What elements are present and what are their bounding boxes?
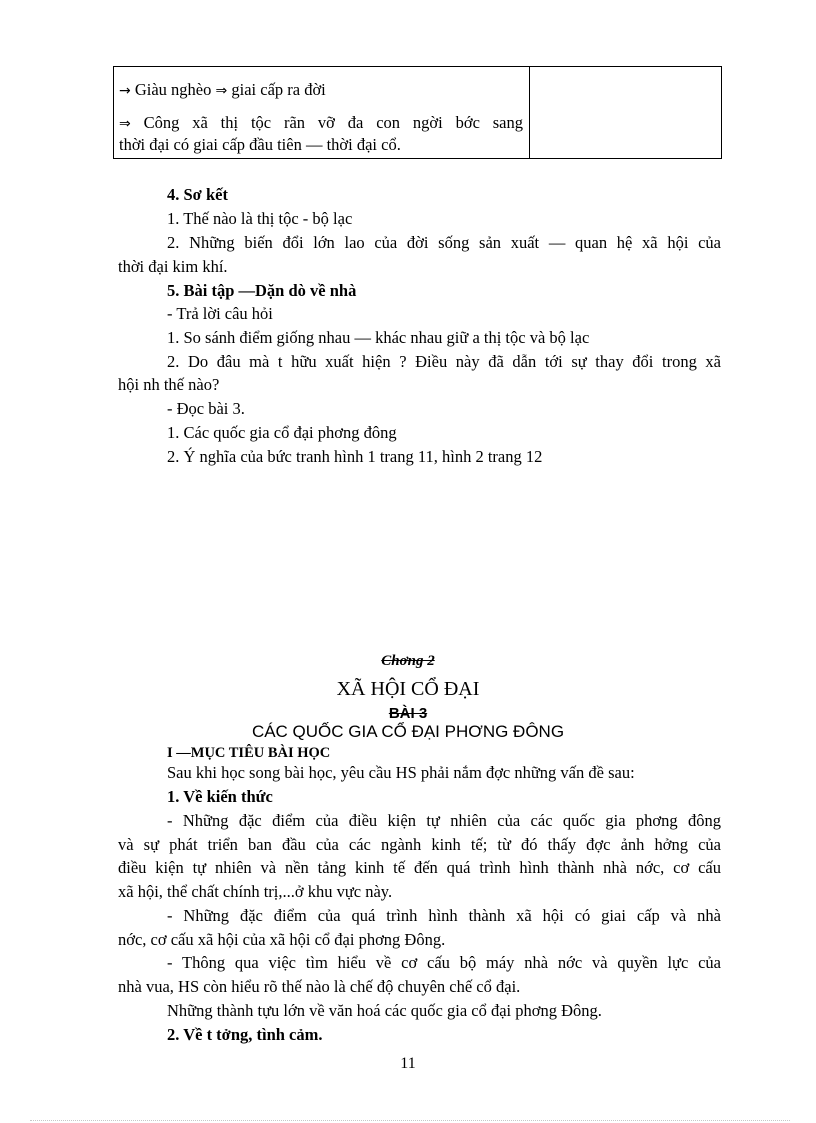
table-column-divider bbox=[529, 67, 530, 158]
table-row-1-text-b: giai cấp ra đời bbox=[231, 80, 326, 99]
chapter-label: Chơng 2 bbox=[381, 653, 435, 669]
objectives-intro: Sau khi học song bài học, yêu cầu HS phải nắm đợc những vấn đề sau: bbox=[167, 763, 635, 782]
attitude-heading: 2. Về t tởng, tình cảm. bbox=[167, 1025, 323, 1044]
knowledge-1-line-2: và sự phát triển ban đầu của các ngành kinh tế; từ đó thấy đợc ảnh hởng của bbox=[118, 835, 721, 854]
homework-answer: - Trả lời câu hỏi bbox=[167, 304, 273, 323]
knowledge-1-line-3: điều kiện tự nhiên và nền tảng kinh tế đến quá trình hình thành nhà nớc, cơ cấu bbox=[118, 858, 721, 877]
knowledge-heading: 1. Về kiến thức bbox=[167, 787, 273, 806]
summary-item-2-line-2: thời đại kim khí. bbox=[118, 257, 228, 276]
page-bottom-rule bbox=[30, 1120, 790, 1121]
chapter-title: XÃ HỘI CỔ ĐẠI bbox=[336, 678, 480, 700]
knowledge-2-line-1: - Những đặc điểm của quá trình hình thành xã hội có giai cấp và nhà bbox=[167, 906, 721, 925]
table-row-1 bbox=[119, 79, 523, 102]
knowledge-1-line-4: xã hội, thể chất chính trị,...ở khu vực này. bbox=[118, 882, 393, 901]
double-arrow-right-icon: ⇒ bbox=[215, 83, 228, 99]
arrow-right-icon: → bbox=[119, 83, 131, 99]
objectives-heading: I —MỤC TIÊU BÀI HỌC bbox=[167, 745, 331, 761]
knowledge-4: Những thành tựu lớn về văn hoá các quốc gia cổ đại phơng Đông. bbox=[167, 1001, 602, 1020]
summary-item-1: 1. Thế nào là thị tộc - bộ lạc bbox=[167, 209, 353, 228]
knowledge-3-line-2: nhà vua, HS còn hiểu rõ thế nào là chế độ chuyên chế cổ đại. bbox=[118, 977, 521, 996]
lesson-number: BÀI 3 bbox=[388, 705, 428, 722]
table-row-2-line-2: thời đại có giai cấp đầu tiên — thời đại cổ. bbox=[119, 135, 401, 154]
summary-item-2-line-1: 2. Những biến đổi lớn lao của đời sống sản xuất — quan hệ xã hội của bbox=[167, 233, 721, 252]
page-number: 11 bbox=[400, 1055, 416, 1072]
knowledge-1-line-1: - Những đặc điểm của điều kiện tự nhiên của các quốc gia phơng đông bbox=[167, 811, 721, 830]
double-arrow-right-icon: ⇒ bbox=[119, 116, 131, 132]
summary-table bbox=[113, 66, 722, 159]
homework-heading: 5. Bài tập —Dặn dò về nhà bbox=[167, 281, 357, 300]
homework-question-1: 1. So sánh điểm giống nhau — khác nhau giữ a thị tộc và bộ lạc bbox=[167, 328, 590, 347]
homework-question-2-line-1: 2. Do đâu mà t hữu xuất hiện ? Điều này đã dẫn tới sự thay đổi trong xã bbox=[167, 352, 721, 371]
summary-heading: 4. Sơ kết bbox=[167, 185, 228, 204]
table-row-2-line-1: ⇒ Công xã thị tộc rãn vỡ đa con ngời bớc sang bbox=[119, 113, 524, 132]
knowledge-3-line-1: - Thông qua việc tìm hiểu về cơ cấu bộ máy nhà nớc và quyền lực của bbox=[167, 953, 721, 972]
homework-question-2-line-2: hội nh thế nào? bbox=[118, 375, 220, 394]
homework-read-2: 2. Ý nghĩa của bức tranh hình 1 trang 11, hình 2 trang 12 bbox=[167, 447, 543, 466]
homework-read-1: 1. Các quốc gia cổ đại phơng đông bbox=[167, 423, 397, 442]
knowledge-2-line-2: nớc, cơ cấu xã hội của xã hội cổ đại phơng Đông. bbox=[118, 930, 446, 949]
table-row-1-text-a: Giàu nghèo bbox=[134, 80, 212, 99]
lesson-title: CÁC QUỐC GIA CỔ ĐẠI PHƠNG ĐÔNG bbox=[251, 722, 565, 741]
homework-read: - Đọc bài 3. bbox=[167, 399, 245, 418]
